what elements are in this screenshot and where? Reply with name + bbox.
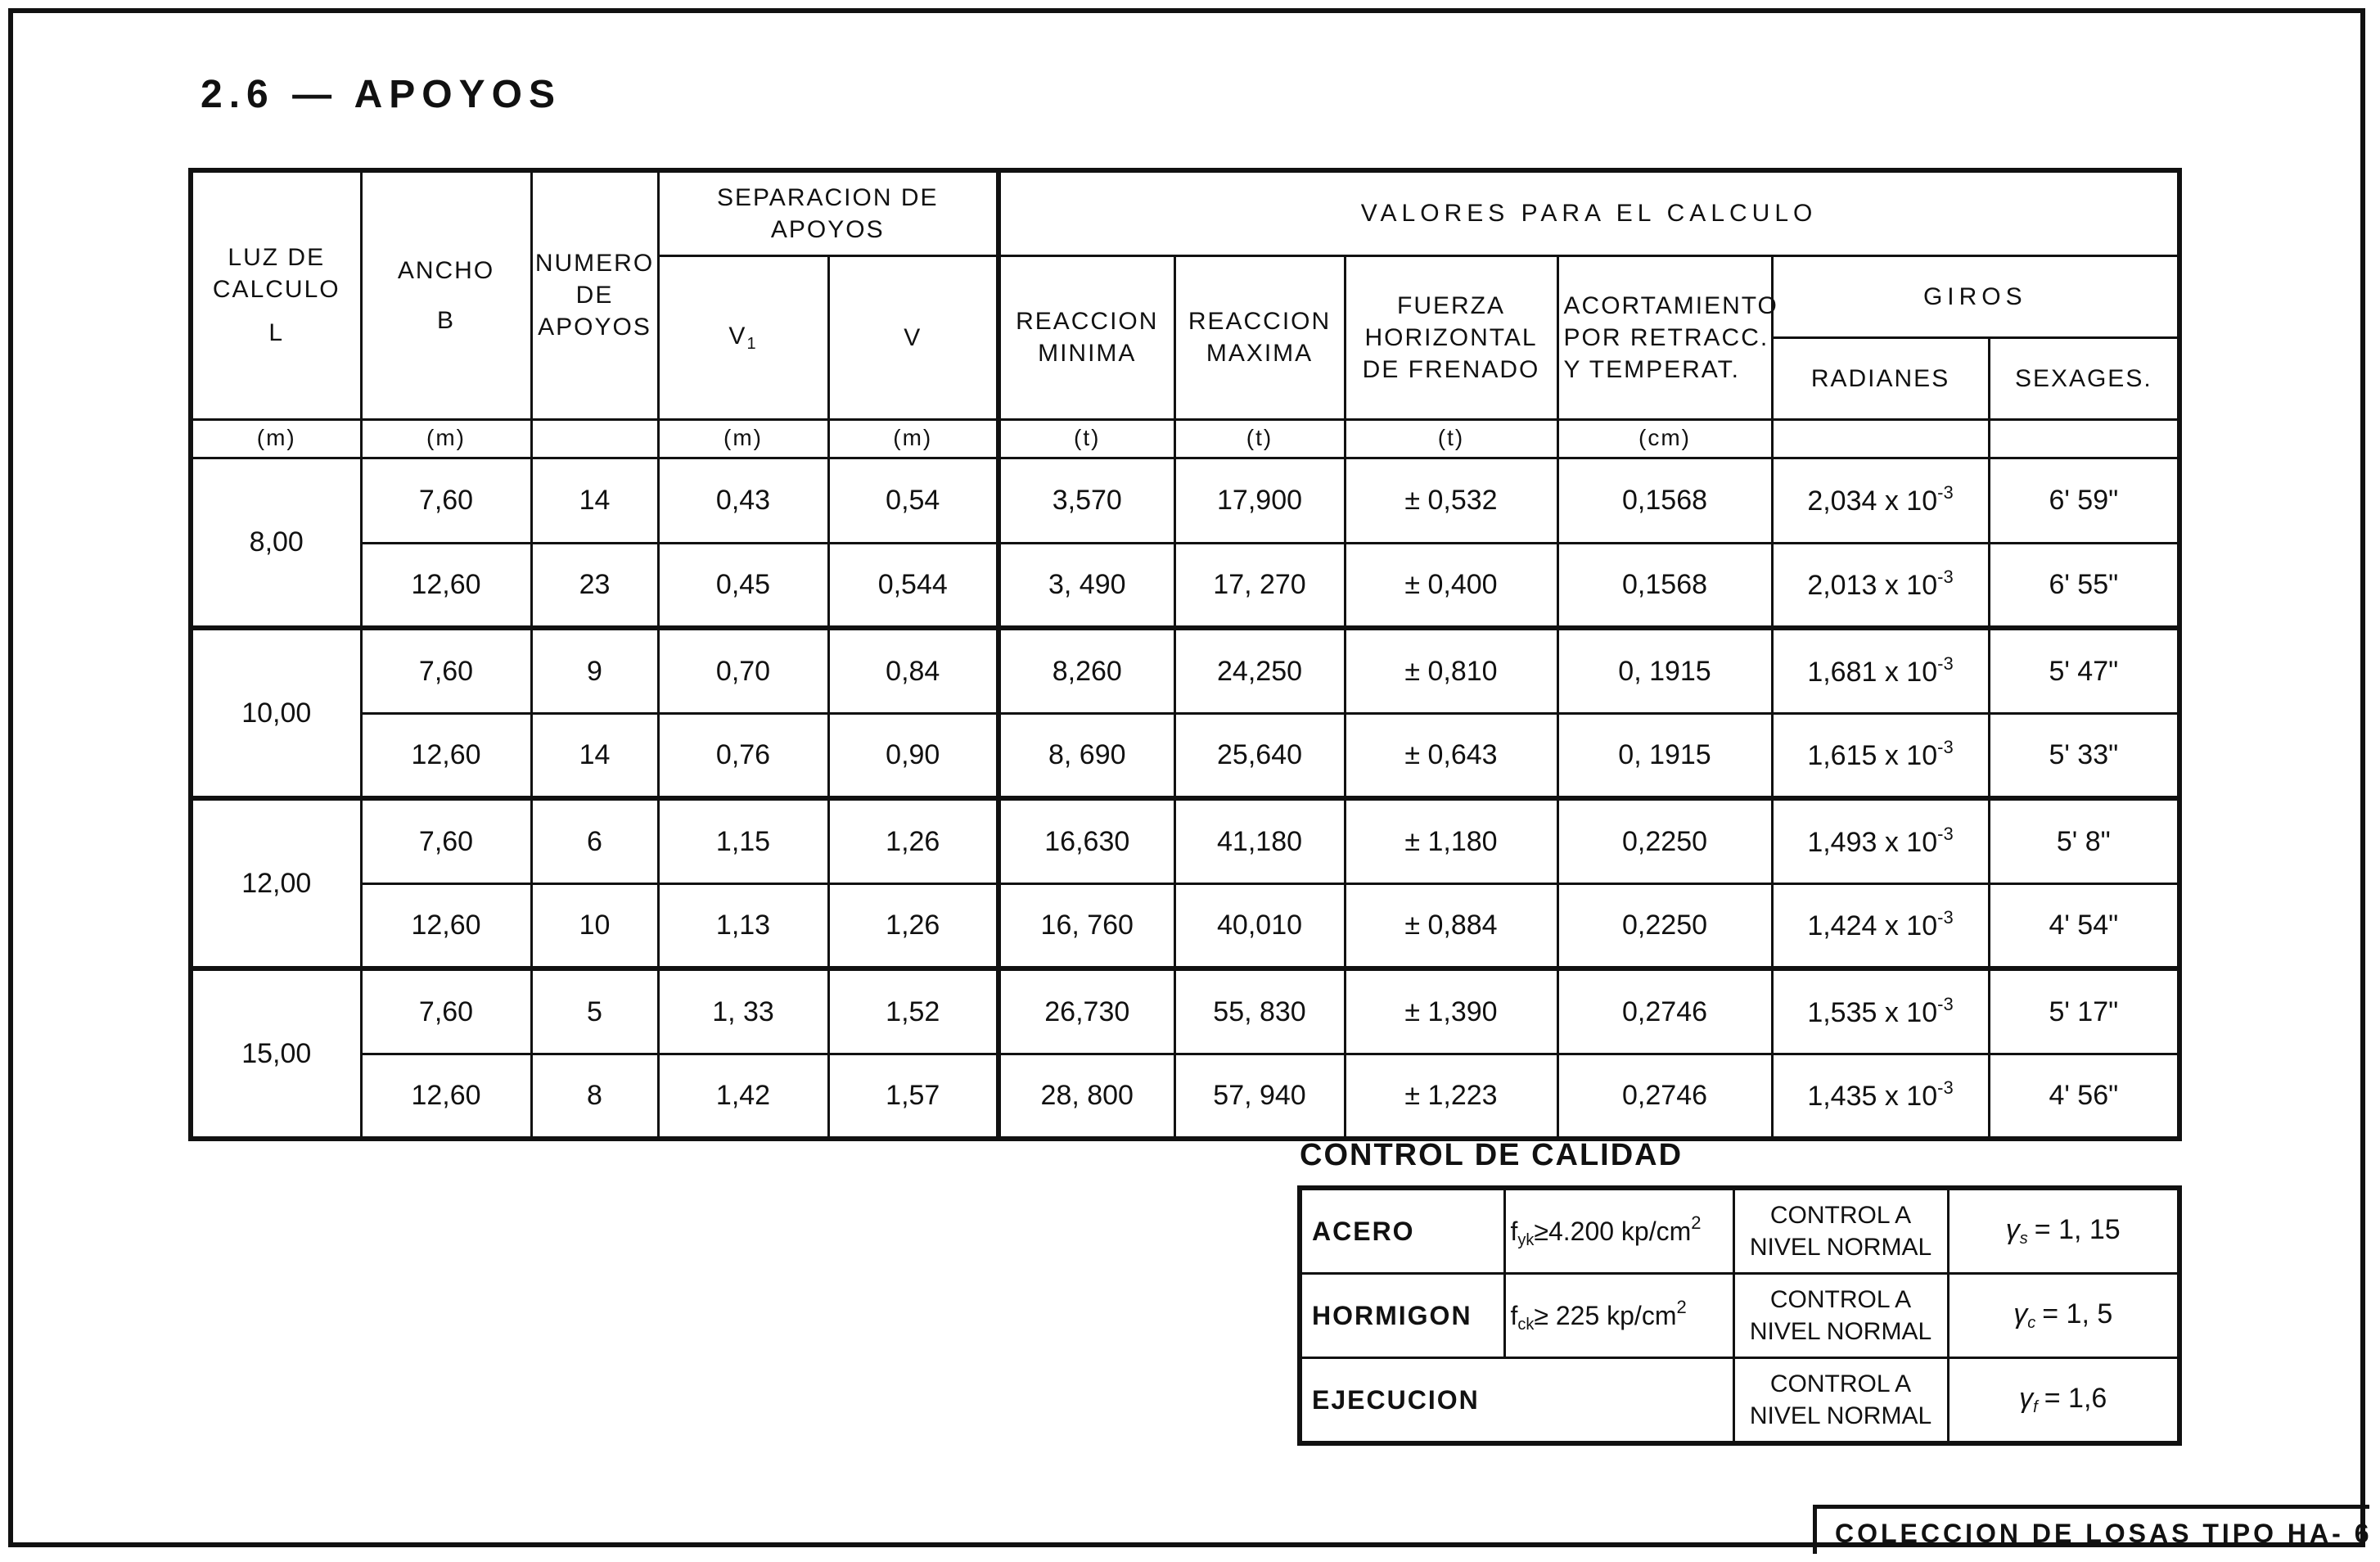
table-row [191,543,2179,628]
cell-acortamiento: 0, 1915 [1557,713,1772,798]
cell-reaccion-maxima: 24,250 [1174,628,1345,713]
table-row [191,1054,2179,1139]
cell-v: 1,26 [828,883,998,968]
qc-control-level: CONTROL A NIVEL NORMAL [1733,1358,1948,1444]
cell-numero: 14 [531,458,658,543]
quality-control-row [1300,1358,2179,1444]
cell-ancho: 12,60 [361,1054,531,1139]
header-fuerza-horizontal: FUERZA HORIZONTAL DE FRENADO [1345,255,1557,419]
table-row [191,458,2179,543]
cell-v: 0,90 [828,713,998,798]
cell-ancho: 7,60 [361,458,531,543]
header-sexages: SEXAGES. [1989,337,2179,419]
cell-radianes: 1,424 x $10^{-3}$ [1772,883,1989,968]
header-radianes: RADIANES [1772,337,1989,419]
cell-ancho: 12,60 [361,543,531,628]
cell-sexages: 5' 17" [1989,968,2179,1054]
cell-reaccion-minima: 16, 760 [998,883,1174,968]
cell-numero: 8 [531,1054,658,1139]
cell-ancho: 7,60 [361,798,531,883]
header-luz: LUZ DE CALCULO L [191,170,361,419]
table-row [191,798,2179,883]
cell-luz: 10,00 [191,628,361,798]
header-reaccion-minima: REACCION MINIMA [998,255,1174,419]
table-row [191,713,2179,798]
unit-fuerza: (t) [1345,419,1557,458]
cell-reaccion-maxima: 17, 270 [1174,543,1345,628]
unit-acortamiento: (cm) [1557,419,1772,458]
cell-acortamiento: 0,2746 [1557,1054,1772,1139]
cell-reaccion-minima: 3, 490 [998,543,1174,628]
cell-fuerza: ± 1,180 [1345,798,1557,883]
qc-safety-coefficient: $\gamma_c = 1$, 5 [1948,1274,2179,1358]
cell-radianes: 1,615 x $10^{-3}$ [1772,713,1989,798]
table-row [191,883,2179,968]
unit-reaccion-minima: (t) [998,419,1174,458]
cell-reaccion-minima: 3,570 [998,458,1174,543]
cell-radianes: 1,493 x $10^{-3}$ [1772,798,1989,883]
quality-control-row [1300,1188,2179,1274]
cell-numero: 10 [531,883,658,968]
header-valores: VALORES PARA EL CALCULO [998,170,2179,255]
cell-radianes: 2,034 x $10^{-3}$ [1772,458,1989,543]
unit-luz: (m) [191,419,361,458]
header-numero: NUMERO DE APOYOS [531,170,658,419]
quality-control-table [1297,1185,2182,1446]
cell-acortamiento: 0,2746 [1557,968,1772,1054]
cell-v1: 1,13 [658,883,828,968]
cell-v1: 1, 33 [658,968,828,1054]
collection-label: COLECCION DE LOSAS TIPO HA- 6 [1813,1505,2369,1554]
header-v1: $V_1$ [658,255,828,419]
cell-acortamiento: 0,1568 [1557,458,1772,543]
cell-reaccion-maxima: 17,900 [1174,458,1345,543]
unit-radianes [1772,419,1989,458]
unit-v: (m) [828,419,998,458]
cell-v: 1,52 [828,968,998,1054]
cell-v: 1,26 [828,798,998,883]
cell-v1: 0,43 [658,458,828,543]
qc-material: ACERO [1300,1188,1504,1274]
cell-fuerza: ± 0,532 [1345,458,1557,543]
table-row [191,628,2179,713]
cell-reaccion-maxima: 40,010 [1174,883,1345,968]
cell-numero: 14 [531,713,658,798]
cell-v: 0,84 [828,628,998,713]
cell-acortamiento: 0,1568 [1557,543,1772,628]
table-row [191,968,2179,1054]
cell-radianes: 2,013 x $10^{-3}$ [1772,543,1989,628]
cell-sexages: 4' 56" [1989,1054,2179,1139]
unit-sexages [1989,419,2179,458]
cell-sexages: 4' 54" [1989,883,2179,968]
header-ancho: ANCHO B [361,170,531,419]
cell-reaccion-minima: 16,630 [998,798,1174,883]
cell-acortamiento: 0,2250 [1557,883,1772,968]
cell-luz: 12,00 [191,798,361,968]
qc-safety-coefficient: $\gamma_s = 1$, 15 [1948,1188,2179,1274]
cell-luz: 8,00 [191,458,361,628]
cell-sexages: 6' 59" [1989,458,2179,543]
header-separacion: SEPARACION DE APOYOS [658,170,998,255]
cell-fuerza: ± 0,810 [1345,628,1557,713]
cell-v1: 0,76 [658,713,828,798]
header-reaccion-maxima: REACCION MAXIMA [1174,255,1345,419]
cell-reaccion-minima: 26,730 [998,968,1174,1054]
qc-requirement: $f_{ck}\ge 225$ $kp/cm^2$ [1504,1274,1733,1358]
supports-table-body [191,458,2179,1139]
unit-reaccion-maxima: (t) [1174,419,1345,458]
qc-material: HORMIGON [1300,1274,1504,1358]
unit-numero [531,419,658,458]
cell-ancho: 7,60 [361,628,531,713]
cell-radianes: 1,535 x $10^{-3}$ [1772,968,1989,1054]
cell-reaccion-maxima: 41,180 [1174,798,1345,883]
unit-ancho: (m) [361,419,531,458]
cell-v1: 1,15 [658,798,828,883]
cell-sexages: 6' 55" [1989,543,2179,628]
qc-requirement: $f_{yk}\ge 4.200$ $kp/cm^2$ [1504,1188,1733,1274]
page-title: 2.6 — APOYOS [201,73,561,116]
cell-sexages: 5' 47" [1989,628,2179,713]
cell-radianes: 1,435 x $10^{-3}$ [1772,1054,1989,1139]
header-acortamiento: ACORTAMIENTO POR RETRACC. Y TEMPERAT. [1557,255,1772,419]
cell-reaccion-maxima: 57, 940 [1174,1054,1345,1139]
header-v: V [828,255,998,419]
cell-ancho: 12,60 [361,713,531,798]
qc-control-level: CONTROL A NIVEL NORMAL [1733,1274,1948,1358]
qc-control-level: CONTROL A NIVEL NORMAL [1733,1188,1948,1274]
cell-radianes: 1,681 x $10^{-3}$ [1772,628,1989,713]
cell-v: 0,544 [828,543,998,628]
cell-fuerza: ± 1,223 [1345,1054,1557,1139]
cell-fuerza: ± 0,400 [1345,543,1557,628]
quality-control-title: CONTROL DE CALIDAD [1300,1138,1684,1172]
cell-sexages: 5' 8" [1989,798,2179,883]
cell-v: 0,54 [828,458,998,543]
cell-numero: 9 [531,628,658,713]
supports-table [188,168,2182,1141]
cell-reaccion-maxima: 55, 830 [1174,968,1345,1054]
cell-ancho: 7,60 [361,968,531,1054]
cell-luz: 15,00 [191,968,361,1139]
cell-numero: 23 [531,543,658,628]
unit-v1: (m) [658,419,828,458]
cell-ancho: 12,60 [361,883,531,968]
header-giros: GIROS [1772,255,2179,337]
cell-v1: 1,42 [658,1054,828,1139]
cell-v1: 0,70 [658,628,828,713]
cell-v1: 0,45 [658,543,828,628]
cell-acortamiento: 0, 1915 [1557,628,1772,713]
cell-fuerza: ± 0,884 [1345,883,1557,968]
cell-numero: 6 [531,798,658,883]
qc-material: EJECUCION [1300,1358,1733,1444]
qc-safety-coefficient: $\gamma_f = 1,6$ [1948,1358,2179,1444]
cell-acortamiento: 0,2250 [1557,798,1772,883]
quality-control-row [1300,1274,2179,1358]
cell-reaccion-minima: 28, 800 [998,1054,1174,1139]
cell-fuerza: ± 1,390 [1345,968,1557,1054]
cell-reaccion-minima: 8,260 [998,628,1174,713]
cell-v: 1,57 [828,1054,998,1139]
cell-fuerza: ± 0,643 [1345,713,1557,798]
cell-reaccion-maxima: 25,640 [1174,713,1345,798]
cell-numero: 5 [531,968,658,1054]
cell-sexages: 5' 33" [1989,713,2179,798]
cell-reaccion-minima: 8, 690 [998,713,1174,798]
